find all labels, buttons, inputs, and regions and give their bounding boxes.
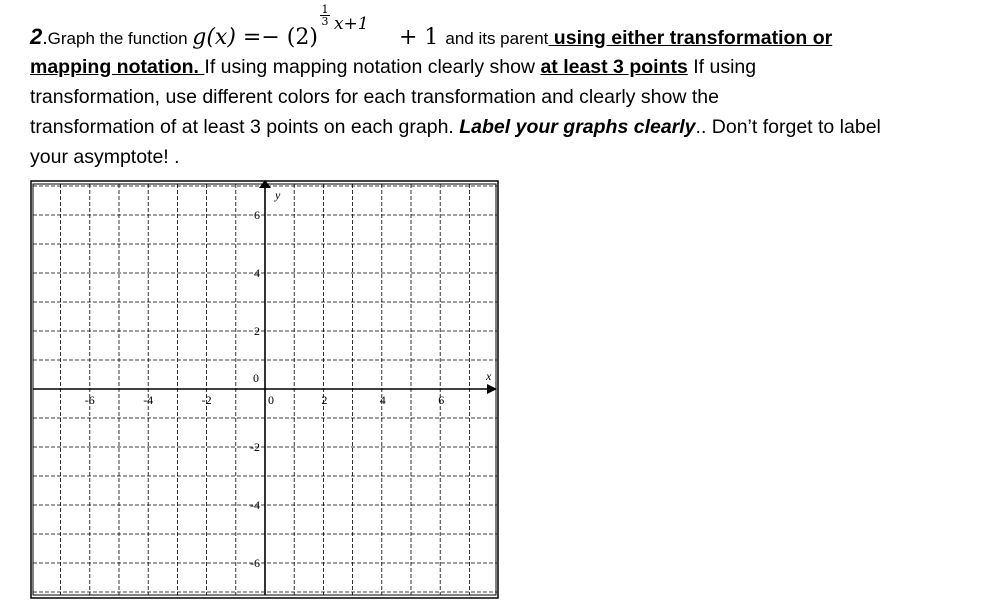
- x-tick-label: 0: [268, 393, 274, 407]
- question-line-5: your asymptote! .: [30, 146, 180, 168]
- mapping-text: If using mapping notation clearly show: [204, 56, 541, 78]
- x-tick-label: -2: [201, 393, 212, 407]
- exponent-fraction: [320, 4, 330, 27]
- and-parent-text: and its parent: [445, 29, 549, 48]
- grid-svg: [30, 178, 500, 600]
- question-line-1: [30, 3, 980, 52]
- bold-phrase-transformation: using either transformation or: [548, 27, 833, 49]
- x-axis-label: x: [486, 369, 492, 383]
- function-lhs: g(x): [192, 25, 236, 50]
- question-text: [30, 3, 980, 172]
- line-5b-text: .. Don’t forget to label: [695, 116, 881, 138]
- y-tick-label: -2: [250, 440, 260, 454]
- x-tick-label: -4: [143, 393, 154, 407]
- y-tick-label: -6: [250, 556, 260, 570]
- if-using-text: If using: [687, 56, 757, 78]
- x-tick-label: 2: [321, 393, 328, 407]
- y-tick-label: -4: [250, 498, 260, 512]
- function-base: (2): [286, 25, 318, 50]
- coordinate-grid[interactable]: [30, 178, 500, 600]
- question-line-3: transformation, use different colors for each transformation and clearly show the: [30, 86, 719, 108]
- question-line-4: [30, 112, 980, 142]
- y-tick-label: 4: [254, 266, 260, 280]
- bold-phrase-mapping: mapping notation.: [30, 56, 205, 78]
- exponent-rest: x+1: [333, 14, 369, 34]
- x-tick-label: 6: [438, 393, 445, 407]
- intro-text: Graph the function: [47, 29, 193, 48]
- x-tick-label: 4: [379, 393, 386, 407]
- y-axis-label: y: [275, 188, 281, 202]
- exponent-numerator: 1: [321, 3, 329, 16]
- bold-phrase-label: Label your graphs clearly: [459, 116, 696, 138]
- y-tick-label: 2: [254, 324, 260, 338]
- question-line-2: [30, 52, 980, 82]
- equals-negative: =−: [235, 25, 287, 50]
- y-tick-label: 0: [253, 371, 259, 385]
- question-number: 2: [30, 24, 43, 49]
- function-plus-one: + 1: [391, 25, 446, 50]
- x-tick-label: -6: [84, 393, 95, 407]
- question-number-dot: .: [42, 27, 48, 49]
- exponent-denominator: 3: [321, 15, 329, 28]
- function-exponent: [318, 3, 392, 52]
- y-tick-label: 6: [254, 208, 260, 222]
- bold-phrase-3-points: at least 3 points: [540, 56, 688, 78]
- line-5a-text: transformation of at least 3 points on each graph.: [30, 116, 460, 138]
